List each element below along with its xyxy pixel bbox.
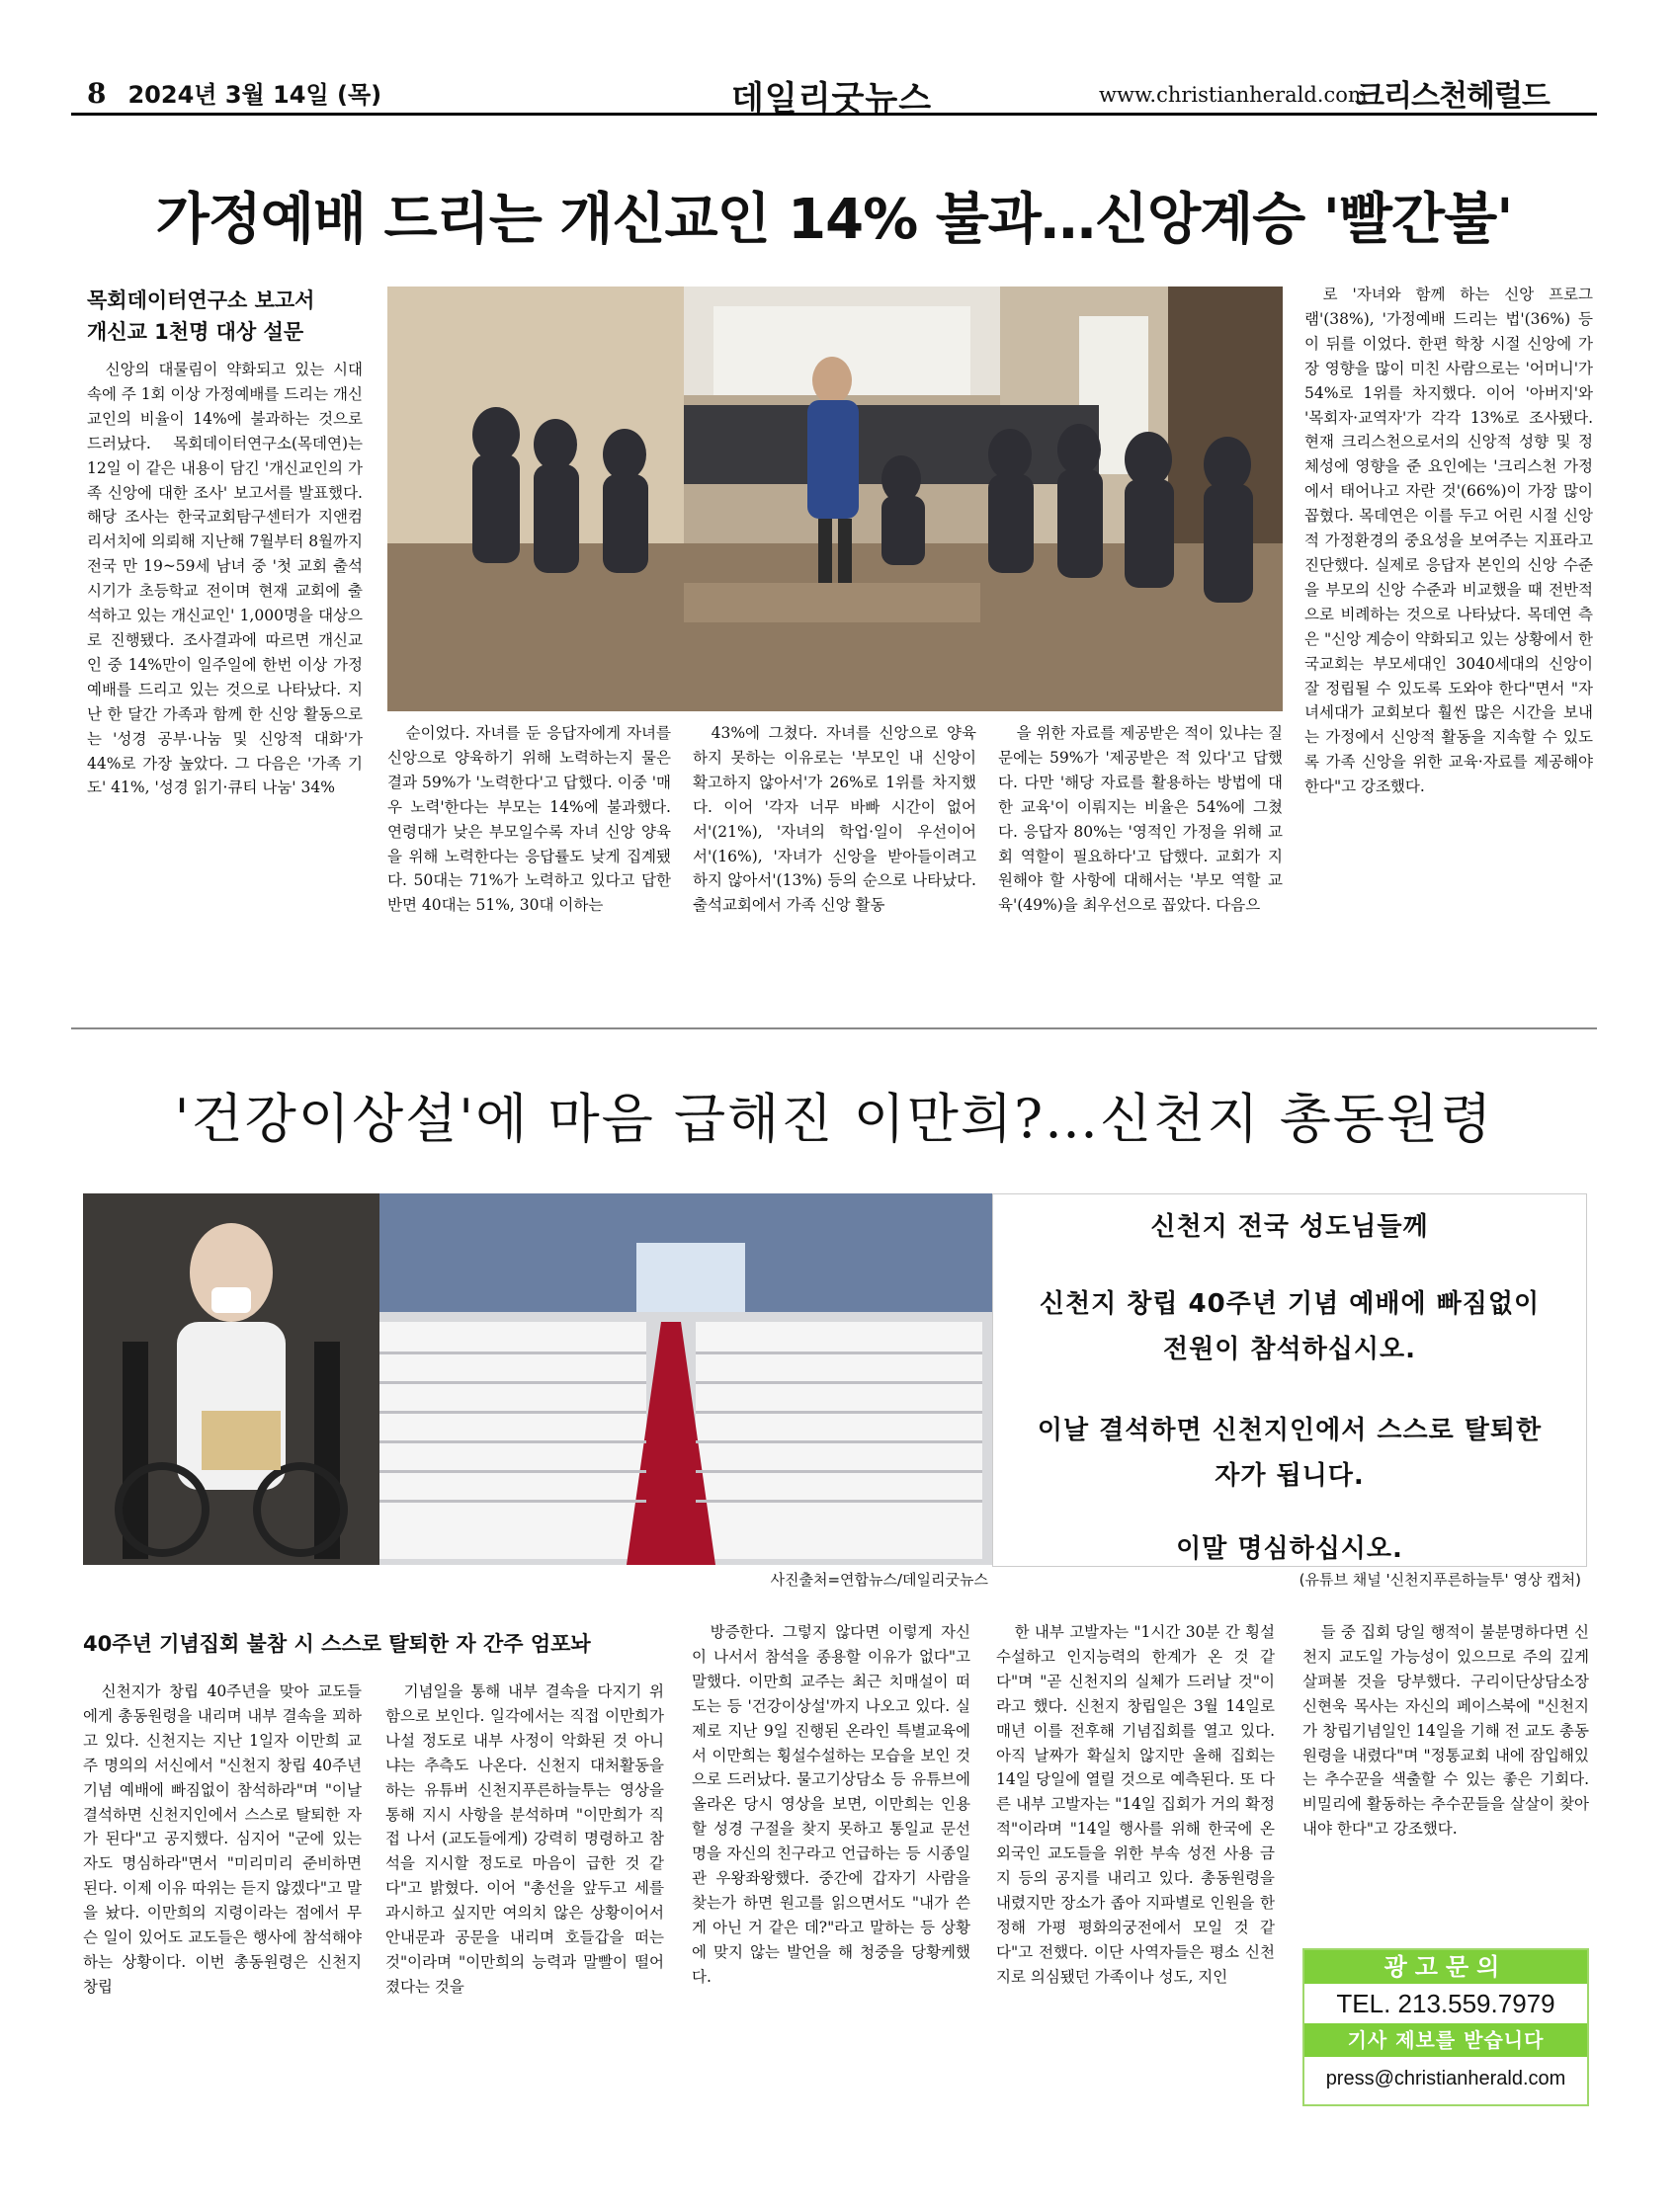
notice-line6: 이말 명심하십시오. <box>1176 1534 1403 1564</box>
article2-column-2 <box>385 1679 664 2144</box>
tip-email[interactable]: press@christianherald.com <box>1325 2068 1566 2089</box>
masthead-rule <box>71 113 1597 116</box>
article2-column-4 <box>996 1620 1275 2144</box>
article1-subhead <box>87 285 374 348</box>
notice-line4: 이날 결석하면 신천지인에서 스스로 탈퇴한 <box>1037 1416 1543 1445</box>
article1-column-4 <box>998 721 1283 1010</box>
article1-column-2 <box>387 721 671 1010</box>
article2-column-5-text: 들 중 집회 당일 행적이 불분명하다면 신천지 교도일 가능성이 있으므로 주의 깊게 살펴볼 것을 당부했다. 구리이단상담소장 신현욱 목사는 자신의 페이스북에 "신천지가 창립기념일인 14일을 기해 전 교도 총동원령을 내렸다"며 "정통교회 내에 잠입해있는 추수꾼을 색출할 수 있는 좋은 기회다. 비밀리에 활동하는 추수꾼들을 살살이 찾아내야 한다"고 강조했다. <box>1302 1623 1589 1839</box>
article2-column-4-text: 한 내부 고발자는 "1시간 30분 간 횡설수설하고 인지능력의 한계가 온 것 같다"며 "곧 신천지의 실체가 드러날 것"이라고 했다. 신천지 창립일은 3월 14일로 매년 이를 전후해 기념집회를 열고 있다. 아직 날짜가 확실치 않지만 올해 집회는 14일 당일에 열릴 것으로 예측된다. 또 다른 내부 고발자는 "14일 집회가 거의 확정적"이라며 "14일 행사를 위해 한국에 온 외국인 교도들을 위한 부속 성전 사용 금지 등의 공지를 내리고 있다. 총동원령을 내렸지만 장소가 좁아 지파별로 인원을 한정해 가평 평화의궁전에서 모일 것 같다"고 전했다. 이단 사역자들은 평소 신천지로 의심됐던 가족이나 성도, 지인 <box>996 1623 1275 1986</box>
site-url[interactable]: www.christianherald.com <box>1099 83 1368 107</box>
article1-subhead-line1: 목회데이터연구소 보고서 <box>87 288 315 312</box>
tip-header: 기사 제보를 받습니다 <box>1304 2023 1587 2057</box>
photo-credit-left: 사진출처=연합뉴스/데일리굿뉴스 <box>770 1571 988 1589</box>
article2-subhead: 40주년 기념집회 불참 시 스스로 탈퇴한 자 간주 엄포놔 <box>83 1632 591 1656</box>
article1-column-3-text: 43%에 그쳤다. 자녀를 신앙으로 양육하지 못하는 이유로는 '부모인 내 신앙이 확고하지 않아서'가 26%로 1위를 차지했다. 이어 '각자 너무 바빠 시간이 없어서'(21%), '자녀의 학업·일이 우선이어서'(16%), '자녀가 신앙을 받아들이려고 하지 않아서'(13%) 등의 순으로 나타났다. 출석교회에서 가족 신앙 활동 <box>693 724 976 915</box>
article2-column-1 <box>83 1679 362 2144</box>
article1-column-2-text: 순이었다. 자녀를 둔 응답자에게 자녀를 신앙으로 양육하기 위해 노력하는지 물은 결과 59%가 '노력한다'고 답했다. 이중 '매우 노력'한다는 부모는 14%에 불과했다. 연령대가 낮은 부모일수록 자녀 신앙 양육을 위해 노력한다는 응답률도 낮게 집계됐다. 50대는 71%가 노력하고 있다고 답한 반면 40대는 51%, 30대 이하는 <box>387 724 671 915</box>
ad-tel[interactable]: TEL. 213.559.7979 <box>1336 1989 1555 2018</box>
article1-headline: 가정예배 드리는 개신교인 14% 불과…신앙계승 '빨간불' <box>155 188 1513 252</box>
ad-header: 광고문의 <box>1304 1950 1587 1984</box>
notice-line3: 전원이 참석하십시오. <box>1163 1335 1416 1364</box>
brand-logo: 크리스천헤럴드 <box>1356 79 1550 114</box>
article1-column-5-text: 로 '자녀와 함께 하는 신앙 프로그램'(38%), '가정예배 드리는 법'(36%) 등이 뒤를 이었다. 한편 학창 시절 신앙에 가장 영향을 많이 미친 사람으로는 '어머니'가 54%로 1위를 차지했다. 이어 '아버지'와 '목회자·교역자'가 각각 13%로 조사됐다. 현재 크리스천으로서의 신앙적 성향 및 정체성에 영향을 준 요인에는 '크리스천 가정에서 태어나고 자란 것'(66%)이 가장 많이 꼽혔다. 목데연은 이를 두고 어린 시절 신앙적 가정환경의 중요성을 보여주는 지표라고 진단했다. 실제로 응답자 본인의 신앙 수준을 부모의 신앙 수준과 비교했을 때 전반적으로 비례하는 것으로 나타났다. 목데연 측은 "신앙 계승이 약화되고 있는 상황에서 한국교회는 부모세대인 3040세대의 신앙이 잘 정립될 수 있도록 도와야 한다"면서 "자녀세대가 교회보다 훨씬 많은 시간을 보내는 가정에서 신앙적 활동을 지속할 수 있도록 가족 신앙을 위한 교육·자료를 제공해야 한다"고 강조했다. <box>1304 286 1593 796</box>
family-worship-photo <box>387 287 1283 711</box>
masthead-date <box>87 75 381 110</box>
article2-column-2-text: 기념일을 통해 내부 결속을 다지기 위함으로 보인다. 일각에서는 직접 이만희가 나설 정도로 내부 사정이 악화된 것 아니냐는 추측도 나온다. 신천지 대처활동을 하는 유튜버 신천지푸른하늘투는 영상을 통해 지시 사항을 분석하며 "이만희가 직접 나서 (교도들에게) 강력히 명령하고 참석을 지시할 정도로 마음이 급한 것 같다"고 밝혔다. 이어 "총선을 앞두고 세를 과시하고 싶지만 여의치 않은 상황이어서 안내문과 공문을 내리며 호들갑을 떠는 것"이라며 "이만희의 능력과 말빨이 떨어졌다는 것을 <box>385 1682 664 1996</box>
assembly-illustration <box>83 1193 992 1565</box>
article1-column-1-text: 신앙의 대물림이 약화되고 있는 시대 속에 주 1회 이상 가정예배를 드리는 개신교인의 비율이 14%에 불과하는 것으로 드러났다. 목회데이터연구소(목데연)는 12일 이 같은 내용이 담긴 '개신교인의 가족 신앙에 대한 조사' 보고서를 발표했다. 해당 조사는 한국교회탐구센터가 지앤컴리서치에 의뢰해 지난해 7월부터 8월까지 전국 만 19~59세 남녀 중 '첫 교회 출석 시기가 초등학교 전이며 현재 교회에 출석하고 있는 개신교인' 1,000명을 대상으로 진행됐다. 조사결과에 따르면 개신교인 중 14%만이 일주일에 한번 이상 가정예배를 드리고 있는 것으로 나타났다. 지난 한 달간 가족과 함께 한 신앙 활동으로는 '성경 공부·나눔 및 신앙적 대화'가 44%로 가장 높았다. 그 다음은 '가족 기도' 41%, '성경 읽기·큐티 나눔' 34% <box>87 361 363 797</box>
article1-column-5 <box>1304 283 1593 1010</box>
article2-column-3 <box>692 1620 970 2144</box>
shincheonji-photo <box>83 1193 992 1565</box>
shincheonji-notice <box>992 1193 1587 1567</box>
family-worship-illustration <box>387 287 1283 711</box>
article2-column-5 <box>1302 1620 1589 1932</box>
photo-credit-right: (유튜브 채널 '신천지푸른하늘투' 영상 캡처) <box>1299 1571 1581 1589</box>
article-divider <box>71 1027 1597 1029</box>
section-name: 데일리굿뉴스 <box>731 79 933 119</box>
notice-line2: 신천지 창립 40주년 기념 예배에 빠짐없이 <box>1039 1289 1541 1319</box>
article1-column-3 <box>693 721 976 1010</box>
article2-column-3-text: 방증한다. 그렇지 않다면 이렇게 자신이 나서서 참석을 종용할 이유가 없다"고 말했다. 이만희 교주는 최근 치매설이 떠도는 등 '건강이상설'까지 나오고 있다. 실제로 지난 9일 진행된 온라인 특별교육에서 이만희는 횡설수설하는 모습을 보인 것으로 드러났다. 물고기상담소 등 유튜브에 올라온 당시 영상을 보면, 이만희는 인용할 성경 구절을 찾지 못하고 통일교 문선명을 자신의 친구라고 언급하는 등 시종일관 우왕좌왕했다. 중간에 갑자기 사람을 찾는가 하면 원고를 읽으면서도 "내가 쓴 게 아닌 거 같은 데?"라고 말하는 등 상황에 맞지 않는 발언을 해 청중을 당황케했다. <box>692 1623 970 1986</box>
article2-headline: '건강이상설'에 마음 급해진 이만희?…신천지 총동원령 <box>174 1088 1494 1150</box>
article1-column-1 <box>87 358 363 1010</box>
issue-date: 2024년 3월 14일 (목) <box>127 81 382 109</box>
article2-column-1-text: 신천지가 창립 40주년을 맞아 교도들에게 총동원령을 내리며 내부 결속을 꾀하고 있다. 신천지는 지난 1일자 이만희 교주 명의의 서신에서 "신천지 창립 40주년 기념 예배에 빠짐없이 참석하라"며 "이날 결석하면 신천지인에서 스스로 탈퇴한 자가 된다"고 공지했다. 심지어 "군에 있는 자도 명심하라"면서 "미리미리 준비하면 된다. 이제 이유 따위는 듣지 않겠다"고 말을 놨다. 이만희의 지령이라는 점에서 무슨 일이 있어도 교도들은 행사에 참석해야 하는 상황이다. 이번 총동원령은 신천지 창립 <box>83 1682 362 1996</box>
notice-line1: 신천지 전국 성도님들께 <box>1150 1212 1429 1242</box>
notice-line5: 자가 됩니다. <box>1215 1461 1365 1491</box>
ad-contact-box <box>1302 1948 1589 2106</box>
page-number: 8 <box>87 77 107 110</box>
article1-subhead-line2: 개신교 1천명 대상 설문 <box>87 320 304 344</box>
article1-column-4-text: 을 위한 자료를 제공받은 적이 있냐는 질문에는 59%가 '제공받은 적 있다'고 답했다. 다만 '해당 자료를 활용하는 방법에 대한 교육'이 이뤄지는 비율은 54%에 그쳤다. 응답자 80%는 '영적인 가정을 위해 교회 역할이 필요하다'고 답했다. 교회가 지원해야 할 사항에 대해서는 '부모 역할 교육'(49%)을 최우선으로 꼽았다. 다음으 <box>998 724 1283 915</box>
